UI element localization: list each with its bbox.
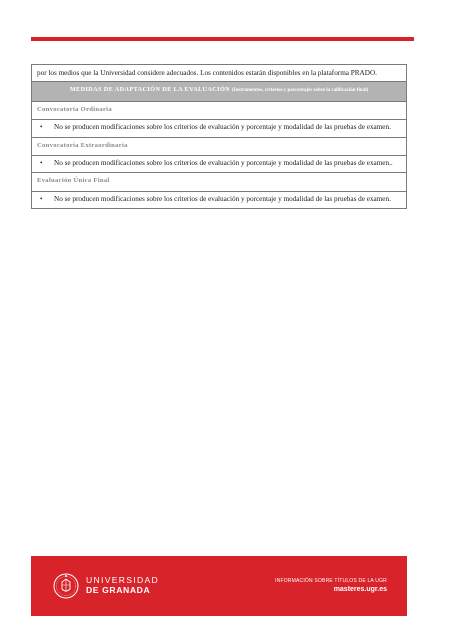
list-item	[37, 159, 401, 167]
evaluation-adaptation-table	[31, 64, 407, 209]
section-body-ordinaria	[32, 120, 406, 137]
university-name-line2: DE GRANADA	[86, 585, 151, 595]
section-body-unica-final	[32, 192, 406, 208]
table-header-title: MEDIDAS DE ADAPTACIÓN DE LA EVALUACIÓN	[69, 86, 231, 94]
footer-website-link[interactable]: masteres.ugr.es	[333, 586, 387, 593]
footer-info	[275, 578, 387, 595]
university-seal-icon	[53, 572, 79, 600]
list-item-text: No se producen modificaciones sobre los criterios de evaluación y porcentaje y modalidad de las pruebas de examen..	[54, 159, 393, 168]
footer-info-line: INFORMACIÓN SOBRE TÍTULOS DE LA UGR	[275, 578, 387, 584]
university-name-line1: UNIVERSIDAD	[86, 575, 160, 585]
university-wordmark	[86, 575, 159, 595]
bullet-icon: •	[40, 123, 43, 132]
section-title-extraordinaria: Convocatoria Extraordinaria	[32, 138, 406, 156]
list-item-text: No se producen modificaciones sobre los criterios de evaluación y porcentaje y modalidad de las pruebas de examen.	[54, 194, 391, 203]
bullet-icon: •	[40, 159, 43, 168]
intro-text: por los medios que la Universidad considere adecuados. Los contenidos estarán disponibles en la plataforma PRADO.	[32, 65, 406, 82]
footer-banner	[31, 556, 407, 616]
bullet-icon: •	[40, 194, 43, 203]
table-header	[32, 82, 406, 101]
section-body-extraordinaria	[32, 156, 406, 173]
top-red-rule	[31, 37, 414, 41]
section-title-unica-final: Evaluación Única Final	[32, 173, 406, 191]
list-item	[37, 123, 401, 131]
section-title-ordinaria: Convocatoria Ordinaria	[32, 102, 406, 120]
table-header-subtitle: (Instrumentos, criterios y porcentajes sobre la calificación final)	[232, 88, 369, 94]
list-item-text: No se producen modificaciones sobre los criterios de evaluación y porcentaje y modalidad de las pruebas de examen.	[54, 123, 391, 132]
list-item	[37, 195, 401, 203]
